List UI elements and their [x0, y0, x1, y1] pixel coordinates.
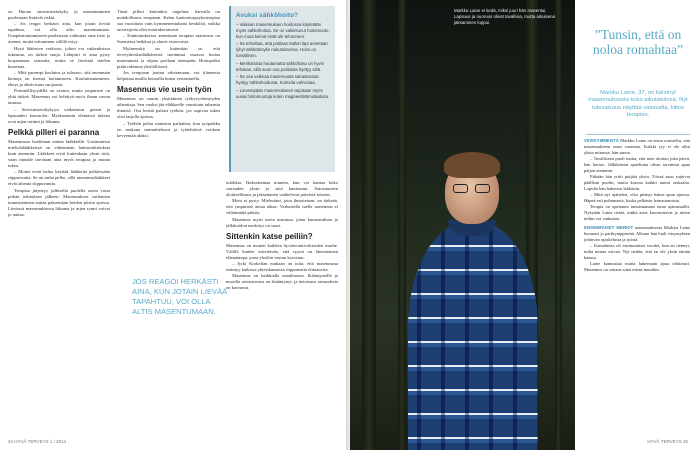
fact-box-item: – Lievempään masennukseen tarjotaan myös uusia hoitomuotoja kuten magneettistimulaatiota. [236, 88, 330, 100]
feature-intro: Markku Laine, 37, on kärsinyt masennuksesta koko aikuisikänsä. Nyt tulevaisuus näyttää valoisalta, kiitos terapian. [588, 90, 688, 119]
article-column-2 [117, 9, 220, 431]
section-heading: Sittenkin katse peiliin? [226, 231, 313, 241]
fact-box-title: Avuksi sähköhoito? [236, 12, 299, 19]
left-page [0, 0, 346, 450]
section-heading: Masennus vie usein työn [117, 85, 212, 95]
lead-in: ENSIMMÄISET MERKIT [584, 225, 634, 230]
paragraph: – Kamaluista oli ensimmäiset vuodet, kun en tiennyt, mikä minua vaivaa. Nyt tiedän, että en ole yksin tämän kanssa. [584, 243, 690, 260]
paragraph [584, 138, 690, 156]
paragraph: Masennus on monen kaikkea hyvinvointivaltioiden murhe. Välillä kuulee esitettävän, että syynä on länsimainen elämäntapa, jossa yksilön vastuu korostuu. [226, 242, 338, 260]
paragraph: – Jyrki Korkeilan mukaan on totta, että masennusta esiintyy kaikissa yhteiskunnissa riippumatta elintasosta. [226, 261, 338, 273]
fact-box-item: – Vaikean masennuksen hoidossa käytetään myös sähköhoitoa. Se on vakiintunut hoitomuoto, kun muut keinot eivät ole tehonneet. [236, 22, 330, 39]
divider [586, 134, 690, 135]
person-hair [444, 152, 500, 178]
paragraph: Tässä pilleri kuitenkin ongelma: harvalla on mahdollisuus terapiaan. Kelan kuntoutuspsykoterapiaa saa vuosittain vain kymmenentuhatta henkilöä, vaikka tarvitsijoita olisi moninkertaisesti. [117, 9, 220, 33]
paragraph: Hyvä lähiesten verkosto, johon voi vaikeuksissa tukeutua, on tärkeä suoja. Lähipiiri ei aina pysty korjaamaan sairautta, mutta se lievittää mielen kuormaa. [8, 45, 110, 69]
lead-in: VIISIKYMMENTÄ [584, 138, 619, 143]
paragraph: Jos terapiaan joutuu odottamaan, voi tilannetta helpottaa muilla keinoilla kuten vertaistuella. [117, 69, 220, 82]
paragraph: tulokkia. Ikeksettamaa muuten, kun voi kantaa koko sairauden yksin ja siitä kuntoutuu. Sairastuneen aloitteellisuus ja jaksaminen vaihtelevat päivästä toiseen. [226, 180, 338, 198]
fact-box-item: – Merikaisista huutamatta sähköhoito on hyvin tehokas, sillä suuri osa potilaista hyötyy siitä. [236, 61, 330, 73]
paragraph: – Työhön paluu onnistuu parhaiten, kun työpaikka on mukana suunnittelussa ja työtehtäviä voidaan kevyentää aluksi. [117, 120, 220, 138]
fact-box-item: – Se osa vaikeaa masennusta sairastavista hyötyy sähköhoidosta, Korkeila vahvistaa. [236, 74, 330, 86]
paragraph: – Tavallisesti puoli tuntia, että tuen ulottuu joka päivä, hän kertoo. Jälkikäteen ajateltuna olisin tarvinnut apua paljon aiemmin. [584, 156, 690, 173]
paragraph: – Jos reagoi herkästi aina, kun jotain lievää tapahtuu, voi olla altis masentumaan. Unopäsmuutumiseen puolestaan vaikuttaa oma tieto ja asenne, mutta tottuminen välillä estyy. [8, 21, 110, 45]
photo-caption: Markku Laine ei tiedä, miksi juuri hän masentui. Lapsuus ja nuoruus olivat tavallisia, mutta aikuisena jaksaminen loppui. [454, 8, 556, 25]
paragraph: Moni ei pysty. Mielestäni, jotta ilmoitetaan, on tärkeää, että ympäristö antaa aikaa. Varhaisella tuella masennus ei välttämättä pitkity. [226, 198, 338, 216]
paragraph-text: Markku Laine on ensin muisteltu, että masennukseen osasi varautua. Kaikki syy ei ole ollut yksin minussa, hän sanoo. [584, 138, 690, 155]
paragraph: Masennus myös usein uusiutuu, joten kuntoutuksen ja jälkihoidon merkitys on suuri. [226, 216, 338, 228]
pull-quote: JOS REAGOI HERKÄSTI AINA, KUN JOTAIN LIEVÄÄ TAPAHTUU, VOI OLLA ALTIS MASENTUMAAN. [132, 275, 228, 321]
tree-trunk [555, 0, 562, 450]
article-column-1 [8, 9, 110, 431]
paragraph: – Kuntoutuksessa ameettaan terapian saatavuus on Suomessa heikkoa ja alueet eriarvoisia. [117, 33, 220, 45]
paragraph: Pitkään hän yritti pärjätä yksin. Töissä asiat sujuivat päällisin puolin, mutta kotona kaikki tuntui raskaalta. Lopulta hän hakeutui lääkäriin. [584, 174, 690, 191]
page-folio-left: 34 HYVÄ TERVEYS 1 / 2014 [8, 439, 67, 444]
feature-column [584, 138, 690, 434]
fact-box [229, 6, 335, 172]
right-page [350, 0, 696, 450]
paragraph: Masennus on suurin yksittäinen työkyvyttömyyden aiheuttaja. Sen vuoksi jää eläkkeelle vuosittain tuhansia ihmisiä. Osa heistä palaisi työhön, jos sopivaa tukea olisi tarjolla ajoissa. [117, 96, 220, 120]
tree-trunk [398, 0, 406, 450]
paragraph: Terapia on opettanut tunnistamaan omat ajatusmallit. Nykyään Laine tietää, mitkä asiat kuormittavat ja miten niihin voi vaikuttaa. [584, 204, 690, 221]
paragraph: Masennusta hoidetaan eniten lääkkeillä. Uusimmissa mielialalääkkeissä on vähemmän haittavaikutuksia kuin aiemmin. Lääkkeet eivät kuitenkaan yksin riitä, vaan rinnalle tarvitaan aina myös terapiaa ja muuta tukea. [8, 138, 110, 169]
fact-box-item: – Se tehoittaa, että potilaan kallon läpi annetaan lyhyt sähköärsyke nukutuksessa. Hoito on turvallinen. [236, 41, 330, 58]
glasses-icon [453, 184, 493, 193]
person-plaid-shirt [408, 222, 538, 450]
glasses-lens [453, 184, 468, 193]
section-heading: Pelkkä pilleri ei paranna [8, 127, 100, 137]
tree-trunk [362, 0, 376, 450]
paragraph-text: masennuksesta Markku Laine huomasi jo parikymppisenä. Alkuun hän luuli väsymyksen johtuvan opiskelusta ja työstä. [584, 225, 690, 242]
paragraph: sa. Huono stressinsietokyky ja masentuminen puolestaan lisäävät riskiä. [8, 9, 110, 21]
paragraph: – Mitä nyt ajattelen, olisi pitänyt hakea apua ajoissa. Häpeä esti puhumasta, koska pelkäsin leimautumista. [584, 192, 690, 203]
portrait-photo [350, 0, 575, 450]
paragraph: – Mitä parempi koulutus ja tulotaso, sitä enemmän keinoja on itsensä hoitamiseen. Kouluttautuminen, eheys ja aktiivisuus suojaavat. [8, 69, 110, 88]
paragraph: Laine kannustaa muita hakemaan apua rohkeasti. Masennus on sairaus siinä missä muutkin. [584, 261, 690, 272]
glasses-lens [475, 184, 490, 193]
paragraph: – Stressinsietokykyyn vaikuttavat geenit ja lapsuuden kasvuolot. Myöhemmin elämässä tukena ovat arjen rutiinit ja liikunta. [8, 106, 110, 124]
page-folio-right: HYVÄ TERVEYS 35 [647, 439, 688, 444]
paragraph [584, 225, 690, 243]
paragraph: Masennus on kaikkialla maailmassa. Ikääntyneillä ja nuorilla sairastuvuus on lisääntynyt, ja tietoisuus sairaudesta on kasvanut. [226, 273, 338, 291]
paragraph: – Monet eivät halua käyttää lääkkeitä pelätessään riippuvuutta. Se on turha pelko, sillä masennuslääkkeet eivät aiheuta riippuvuutta. [8, 169, 110, 187]
paragraph: Terapiaa järjestyy julkisella puolella usein vasta pitkän odotuksen jälkeen. Masennuksen varhainen tunnistaminen auttaa pääsemään hoidon piiriin ajoissa. Lievässä masennuksessa liikunta ja arjen rytmi voivat jo auttaa. [8, 187, 110, 217]
paragraph: Mylmenskä on kuitenkin se, että terveyskeskuslääkäreistä useimmat osaavat hoitaa masennusta ja ohjata potilaan eteenpäin. Hoitopolku pitää rakentaa yksilöllisesti. [117, 45, 220, 69]
paragraph: Perinnöllisyydellä on osansa, mutta ympäristö on yhtä tärkeä. Masennus voi kehittyä myös ilman suvun taustaa. [8, 88, 110, 106]
feature-headline: ”Tunsin, että on noloa romahtaa” [592, 27, 684, 57]
